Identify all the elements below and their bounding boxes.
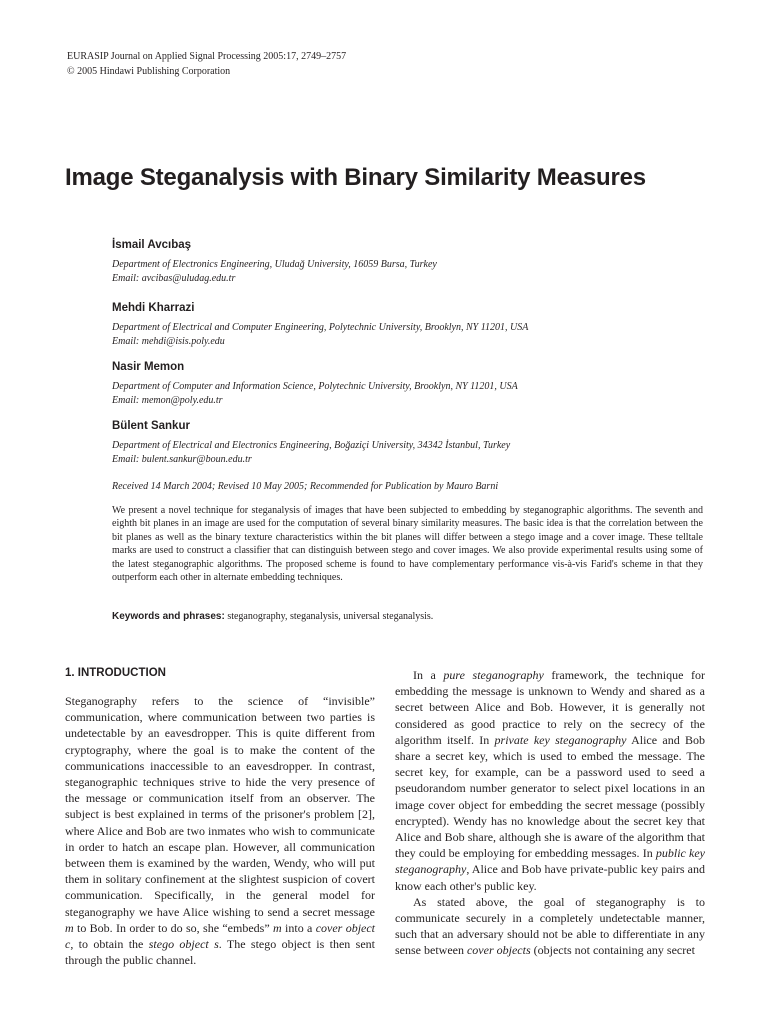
paper-title: Image Steganalysis with Binary Similarity Measures <box>65 164 646 191</box>
italic-term: cover object c <box>65 920 376 952</box>
author-block <box>112 361 712 408</box>
text-run: (objects not containing any secret <box>530 943 695 958</box>
author-name: Nasir Memon <box>112 361 185 373</box>
italic-term: cover objects <box>466 943 531 958</box>
abstract: We present a novel technique for steganalysis of images that have been subjected to embedding by steganographic algorithms. The seventh and eighth bit planes in an image are used for the computation of several binary similarity measures. The basic idea is that the correlation between the bit planes as well as the binary texture characteristics within the bit planes will differ between a stego image and a cover image. These telltale marks are used to construct a classifier that can distinguish between stego and cover images. We also provide experimental results using some of the latest steganographic algorithms. The proposed scheme is found to have complementary performance vis-à-vis Farid's scheme in that they outperform each other in alternate embedding techniques. <box>112 505 703 584</box>
body-column-left <box>65 693 375 968</box>
text-run: , to obtain the <box>70 937 149 952</box>
paragraph <box>395 894 705 959</box>
author-affiliation: Department of Electrical and Computer Engineering, Polytechnic University, Brooklyn, NY 11201, USA <box>112 322 529 333</box>
copyright-line: © 2005 Hindawi Publishing Corporation <box>67 66 231 77</box>
keywords-label: Keywords and phrases: <box>112 611 225 622</box>
author-block <box>112 420 712 467</box>
text-run: Steganography refers to the science of “invisible” communication, where communication between two parties is undetectable by an eavesdropper. This is quite different from cryptography, where the goal is to make the content of the communications inaccessible to an eavesdropper. In contrast, steganographic techniques strive to hide the very presence of the message or communication itself from an observer. The subject is best explained in terms of the prisoner's problem [2], where Alice and Bob are two inmates who wish to communicate in order to hatch an escape plan. However, all communication between them is examined by the warden, Wendy, who will put them in solitary confinement at the slightest suspicion of covert communication. Specifically, in the general model for steganography we have Alice wishing to send a secret message <box>65 694 375 919</box>
text-run: . The stego object is then sent through the public channel. <box>65 937 375 968</box>
author-email: Email: memon@poly.edu.tr <box>112 395 223 406</box>
italic-term: m <box>273 920 282 935</box>
italic-term: m <box>65 920 74 935</box>
italic-term: stego object s <box>148 937 219 952</box>
text-run: to Bob. In order to do so, she “embeds” <box>73 920 274 935</box>
paragraph <box>65 693 375 968</box>
author-name: Bülent Sankur <box>112 420 190 432</box>
text-run: As stated above, the goal of steganography is to communicate securely in a completely undetectable manner, such that an adversary should not be able to differentiate in any sense between <box>395 894 705 958</box>
text-run: In a <box>413 668 444 682</box>
text-run: Alice and Bob share a secret key, which is used to embed the message. The secret key, for example, can be a password used to seed a pseudorandom number generator to select pixel locations in an image cover object for embedding the secret message (possibly encrypted). Wendy has no knowledge about the secret key that Alice and Bob share, although she is aware of the algorithm that they could be employing for embedding messages. In <box>395 732 706 861</box>
author-affiliation: Department of Computer and Information Science, Polytechnic University, Brooklyn, NY 11201, USA <box>112 381 518 392</box>
paragraph <box>395 667 705 894</box>
body-column-right <box>395 667 705 959</box>
author-email: Email: bulent.sankur@boun.edu.tr <box>112 454 252 465</box>
text-run: framework, the technique for embedding the message is unknown to Wendy and shared as a secret between Alice and Bob. However, it is generally not considered as good practice to rely on the secrecy of the algorithm itself. In <box>395 668 705 747</box>
keywords <box>112 611 433 622</box>
italic-term: public key steganography <box>395 846 705 877</box>
received-dates: Received 14 March 2004; Revised 10 May 2005; Recommended for Publication by Mauro Barni <box>112 481 499 492</box>
journal-citation: EURASIP Journal on Applied Signal Processing 2005:17, 2749–2757 <box>67 51 347 62</box>
journal-header <box>67 49 346 79</box>
author-name: Mehdi Kharrazi <box>112 302 195 314</box>
author-block <box>112 239 712 286</box>
author-email: Email: mehdi@isis.poly.edu <box>112 336 225 347</box>
italic-term: pure steganography <box>443 668 544 682</box>
author-block <box>112 302 712 349</box>
author-email: Email: avcibas@uludag.edu.tr <box>112 273 236 284</box>
text-run: , Alice and Bob have private-public key pairs and know each other's public key. <box>395 862 705 893</box>
author-affiliation: Department of Electronics Engineering, Uludağ University, 16059 Bursa, Turkey <box>112 259 437 270</box>
italic-term: private key steganography <box>494 732 627 747</box>
text-run: into a <box>281 920 316 935</box>
author-name: İsmail Avcıbaş <box>112 239 192 251</box>
keywords-text: steganography, steganalysis, universal steganalysis. <box>224 611 434 622</box>
section-heading: 1. INTRODUCTION <box>65 667 166 679</box>
author-affiliation: Department of Electrical and Electronics Engineering, Boğaziçi University, 34342 İstanbul, Turkey <box>112 440 511 451</box>
